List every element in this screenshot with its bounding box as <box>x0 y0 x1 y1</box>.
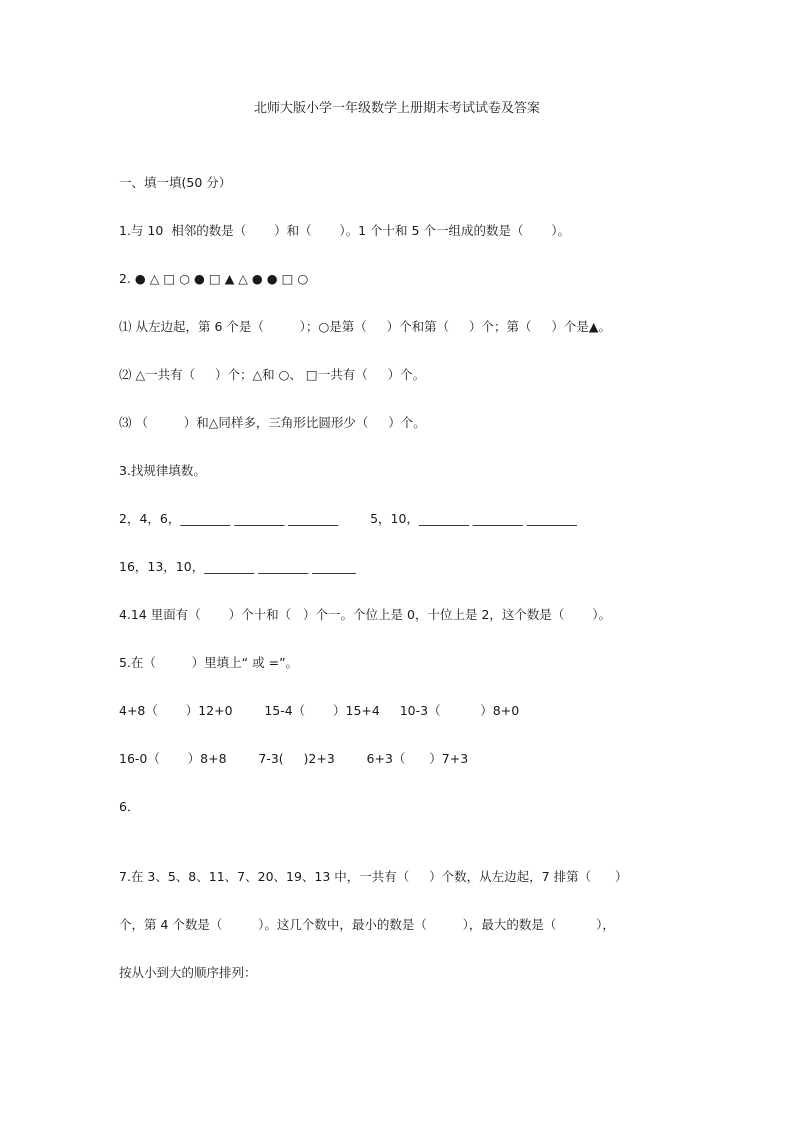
question-3-row-1: 2，4，6，________ ________ ________ 5，10，________ ________ ________ <box>119 511 577 526</box>
question-2-part-1: ⑴ 从左边起，第 6 个是（ ）；○是第（ ）个和第（ ）个；第（ ）个是▲。 <box>119 319 612 334</box>
question-2-shapes: 2. ● △ □ ○ ● □ ▲ △ ● ● □ ○ <box>119 271 309 286</box>
question-2-part-3: ⑶ （ ）和△同样多，三角形比圆形少（ ）个。 <box>119 415 426 430</box>
question-5-row-1: 4+8（ ）12+0 15-4（ ）15+4 10-3（ ）8+0 <box>119 703 520 718</box>
question-3-row-2: 16，13，10，________ ________ _______ <box>119 559 356 574</box>
question-6: 6． <box>119 799 140 814</box>
section-heading: 一、填一填(50 分） <box>119 175 232 190</box>
question-5: 5.在（ ）里填上“ 或 =”。 <box>119 655 299 670</box>
question-7-line-3: 按从小到大的顺序排列： <box>119 965 257 980</box>
question-4: 4.14 里面有（ ）个十和（ ）个一。个位上是 0，十位上是 2，这个数是（ ）。 <box>119 607 611 622</box>
question-2-part-2: ⑵ △一共有（ ）个；△和 ○、 □一共有（ ）个。 <box>119 367 426 382</box>
question-1: 1.与 10 相邻的数是（ ）和（ ）。1 个十和 5 个一组成的数是（ ）。 <box>119 223 571 238</box>
question-3: 3.找规律填数。 <box>119 463 206 478</box>
question-7-line-1: 7.在 3、5、8、11、7、20、19、13 中，一共有（ ）个数，从左边起，7 排第（ ） <box>119 869 628 884</box>
question-5-row-2: 16-0（ ）8+8 7-3( )2+3 6+3（ ）7+3 <box>119 751 469 766</box>
page-title: 北师大版小学一年级数学上册期末考试试卷及答案 <box>253 101 540 116</box>
question-7-line-2: 个，第 4 个数是（ ）。这几个数中，最小的数是（ ），最大的数是（ ）， <box>119 917 615 932</box>
